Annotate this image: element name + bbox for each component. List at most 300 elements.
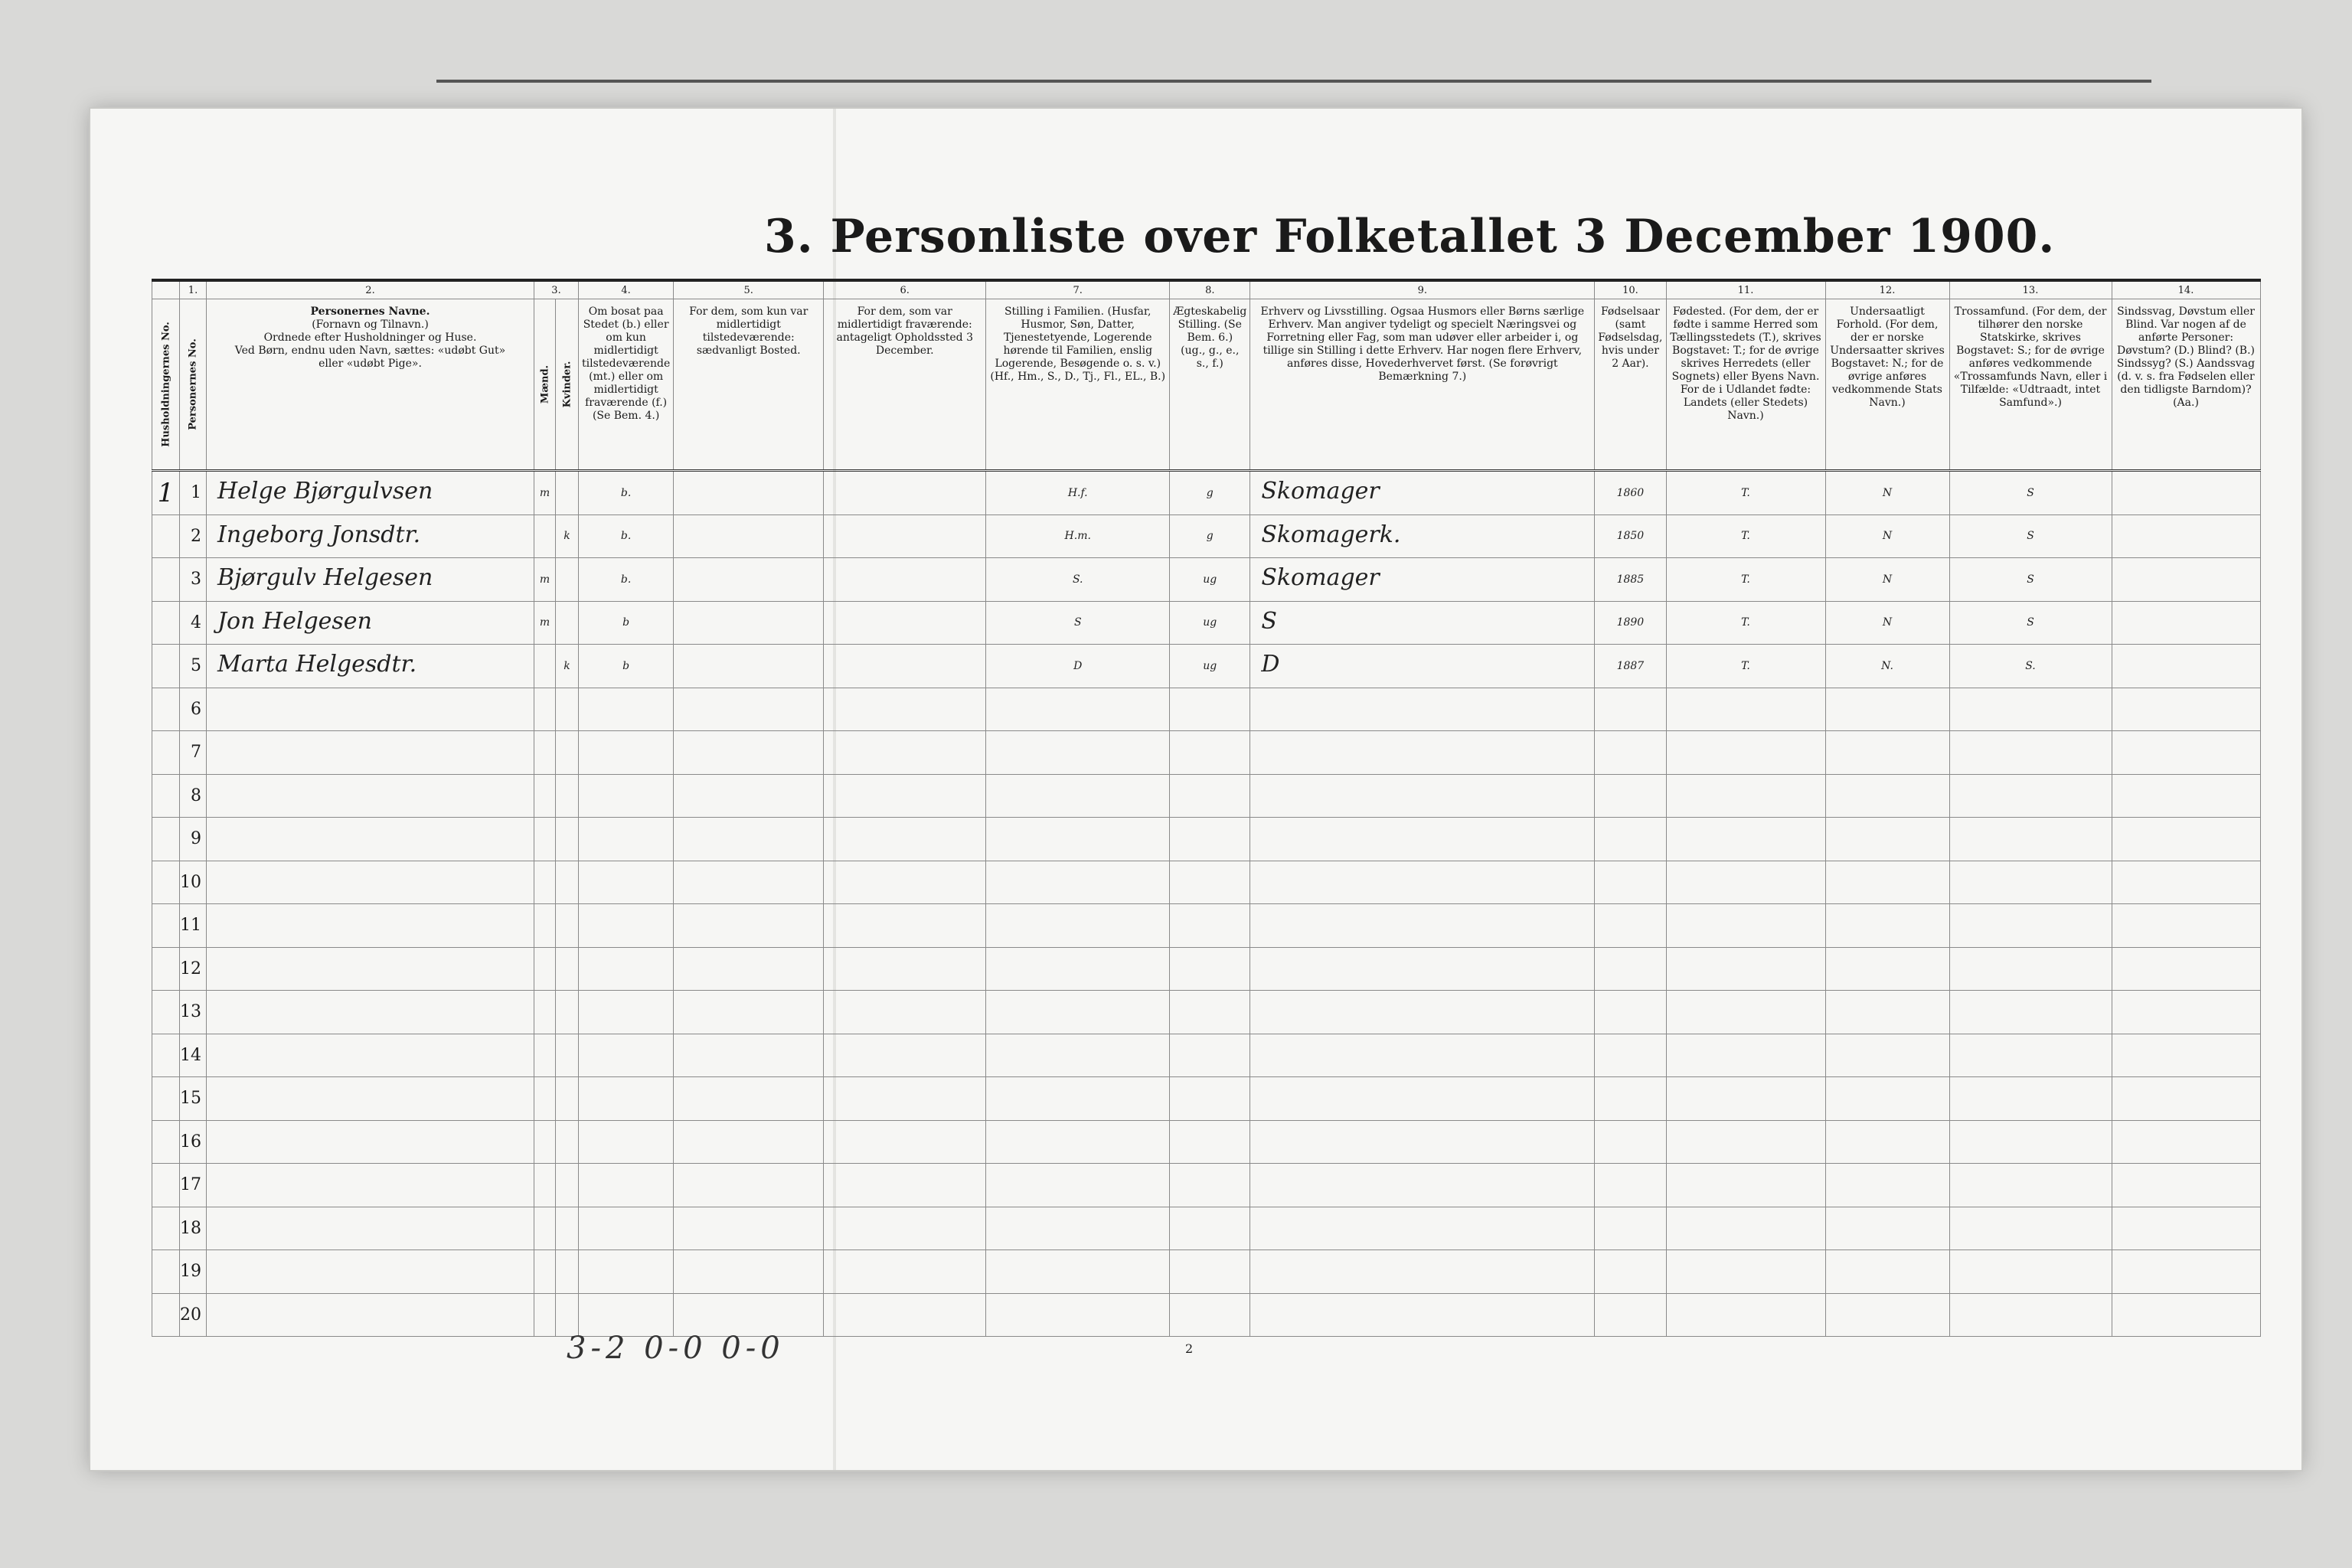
religion-cell — [1949, 688, 2112, 731]
temp-present-cell — [674, 774, 824, 818]
sex-male-cell — [534, 991, 556, 1034]
occupation-cell — [1250, 991, 1595, 1034]
disability-cell — [2112, 774, 2260, 818]
sex-male-cell — [534, 1077, 556, 1121]
colnum-cell: 4. — [579, 280, 674, 299]
birthplace-cell — [1666, 688, 1825, 731]
household-no-cell — [152, 1120, 180, 1164]
sex-female-cell — [556, 731, 579, 775]
table-row — [152, 1250, 2261, 1294]
temp-present-cell — [674, 645, 824, 688]
citizenship-cell — [1825, 1077, 1949, 1121]
birthplace-cell — [1666, 1207, 1825, 1250]
birth-year-cell — [1595, 688, 1666, 731]
disability-cell — [2112, 558, 2260, 602]
family-position-cell — [986, 1077, 1170, 1121]
birth-year-cell — [1595, 1164, 1666, 1207]
name-cell — [207, 904, 534, 948]
religion-cell — [1949, 1207, 2112, 1250]
occupation-cell — [1250, 1250, 1595, 1294]
citizenship-cell — [1825, 818, 1949, 861]
temp-present-cell — [674, 1250, 824, 1294]
household-no-cell — [152, 1293, 180, 1337]
religion-cell — [1949, 1250, 2112, 1294]
disability-cell — [2112, 861, 2260, 904]
birth-year-cell — [1595, 1077, 1666, 1121]
disability-cell — [2112, 1250, 2260, 1294]
name-cell — [207, 601, 534, 645]
temp-absent-cell — [824, 471, 986, 515]
occupation-cell — [1250, 645, 1595, 688]
header-temp-present: For dem, som kun var midlertidigt tilstedeværende: sædvanligt Bosted. — [674, 299, 824, 471]
marital-cell: ug — [1170, 558, 1250, 602]
occupation-cell — [1250, 947, 1595, 991]
occupation-cell — [1250, 601, 1595, 645]
citizenship-cell — [1825, 904, 1949, 948]
sex-female-cell — [556, 471, 579, 515]
temp-absent-cell — [824, 731, 986, 775]
family-position-cell: H.m. — [986, 514, 1170, 558]
disability-cell — [2112, 688, 2260, 731]
sex-male-cell — [534, 861, 556, 904]
citizenship-cell — [1825, 1207, 1949, 1250]
birth-year-cell — [1595, 1207, 1666, 1250]
temp-present-cell — [674, 514, 824, 558]
sex-female-cell — [556, 991, 579, 1034]
marital-cell — [1170, 1034, 1250, 1077]
marital-cell — [1170, 1250, 1250, 1294]
disability-cell — [2112, 1164, 2260, 1207]
page-number: 2 — [1185, 1341, 1194, 1356]
occupation-text: S — [1261, 607, 1277, 635]
occupation-cell — [1250, 818, 1595, 861]
table-row — [152, 947, 2261, 991]
colnum-cell: 11. — [1666, 280, 1825, 299]
person-name: Marta Helgesdtr. — [217, 651, 417, 678]
temp-absent-cell — [824, 818, 986, 861]
sex-female-cell — [556, 558, 579, 602]
sex-male-cell: m — [534, 601, 556, 645]
sex-female-cell — [556, 1250, 579, 1294]
birth-year-cell — [1595, 947, 1666, 991]
family-position-cell — [986, 861, 1170, 904]
temp-present-cell — [674, 861, 824, 904]
person-name: Ingeborg Jonsdtr. — [217, 521, 421, 548]
birthplace-cell: T. — [1666, 645, 1825, 688]
disability-cell — [2112, 947, 2260, 991]
person-no-cell: 6 — [180, 688, 207, 731]
occupation-cell — [1250, 1164, 1595, 1207]
name-cell — [207, 991, 534, 1034]
sex-male-cell — [534, 514, 556, 558]
table-row — [152, 774, 2261, 818]
temp-present-cell — [674, 601, 824, 645]
disability-cell — [2112, 1293, 2260, 1337]
birthplace-cell — [1666, 947, 1825, 991]
family-position-cell — [986, 818, 1170, 861]
sex-male-cell — [534, 1250, 556, 1294]
citizenship-cell: N. — [1825, 645, 1949, 688]
person-no-cell: 12 — [180, 947, 207, 991]
disability-cell — [2112, 1120, 2260, 1164]
marital-cell — [1170, 774, 1250, 818]
birthplace-cell — [1666, 774, 1825, 818]
sex-female-cell — [556, 1207, 579, 1250]
temp-absent-cell — [824, 947, 986, 991]
citizenship-cell — [1825, 1120, 1949, 1164]
name-cell — [207, 1250, 534, 1294]
marital-cell: ug — [1170, 645, 1250, 688]
header-sex-male: Mænd. — [534, 299, 556, 471]
household-no-cell — [152, 1164, 180, 1207]
birthplace-cell — [1666, 1077, 1825, 1121]
household-no-cell — [152, 991, 180, 1034]
citizenship-cell: N — [1825, 558, 1949, 602]
table-row — [152, 991, 2261, 1034]
marital-cell: g — [1170, 514, 1250, 558]
column-number-row — [152, 280, 2261, 299]
family-position-cell — [986, 688, 1170, 731]
disability-cell — [2112, 471, 2260, 515]
birthplace-cell — [1666, 1250, 1825, 1294]
sex-female-cell — [556, 688, 579, 731]
birthplace-cell — [1666, 818, 1825, 861]
temp-present-cell — [674, 1077, 824, 1121]
header-temp-absent: For dem, som var midlertidigt fraværende: antageligt Opholdssted 3 December. — [824, 299, 986, 471]
temp-absent-cell — [824, 558, 986, 602]
table-row — [152, 471, 2261, 515]
sex-male-cell — [534, 1164, 556, 1207]
religion-cell — [1949, 904, 2112, 948]
sex-male-cell — [534, 818, 556, 861]
religion-cell: S — [1949, 558, 2112, 602]
birth-year-cell: 1890 — [1595, 601, 1666, 645]
birth-year-cell — [1595, 861, 1666, 904]
sex-male-cell: m — [534, 471, 556, 515]
sex-male-cell — [534, 1120, 556, 1164]
disability-cell — [2112, 904, 2260, 948]
header-birthplace: Fødested. (For dem, der er fødte i samme Herred som Tællingsstedets (T.), skrives Bogstavet: T.; for de øvrige skrives Herredets (eller Sognets) eller Byens Navn. For de i Udlandet fødte: Landets (eller Stedets) Navn.) — [1666, 299, 1825, 471]
birth-year-cell — [1595, 991, 1666, 1034]
temp-present-cell — [674, 904, 824, 948]
marital-cell — [1170, 818, 1250, 861]
colnum-cell: 6. — [824, 280, 986, 299]
census-sheet — [90, 109, 2301, 1470]
birthplace-cell: T. — [1666, 558, 1825, 602]
marital-cell — [1170, 1293, 1250, 1337]
family-position-cell — [986, 1250, 1170, 1294]
birthplace-cell: T. — [1666, 514, 1825, 558]
religion-cell: S — [1949, 601, 2112, 645]
family-position-cell — [986, 731, 1170, 775]
citizenship-cell — [1825, 1034, 1949, 1077]
birthplace-cell — [1666, 1034, 1825, 1077]
table-row — [152, 688, 2261, 731]
residence-cell — [579, 1120, 674, 1164]
sex-female-cell — [556, 1034, 579, 1077]
family-position-cell: H.f. — [986, 471, 1170, 515]
household-no-cell — [152, 774, 180, 818]
name-cell — [207, 818, 534, 861]
sex-female-cell — [556, 904, 579, 948]
temp-present-cell — [674, 1034, 824, 1077]
marital-cell — [1170, 731, 1250, 775]
birthplace-cell: T. — [1666, 601, 1825, 645]
temp-present-cell — [674, 947, 824, 991]
disability-cell — [2112, 818, 2260, 861]
occupation-text: Skomager — [1261, 564, 1380, 591]
marital-cell — [1170, 1207, 1250, 1250]
household-no-cell — [152, 601, 180, 645]
occupation-cell — [1250, 1034, 1595, 1077]
person-no-cell: 20 — [180, 1293, 207, 1337]
occupation-cell — [1250, 861, 1595, 904]
header-names: Personernes Navne. (Fornavn og Tilnavn.) Ordnede efter Husholdninger og Huse. Ved Børn, endnu uden Navn, sættes: «udøbt Gut» eller «udøbt Pige». — [207, 299, 534, 471]
sex-female-cell — [556, 601, 579, 645]
temp-absent-cell — [824, 601, 986, 645]
sex-male-cell: m — [534, 558, 556, 602]
marital-cell — [1170, 1077, 1250, 1121]
family-position-cell — [986, 1164, 1170, 1207]
family-position-cell — [986, 904, 1170, 948]
colnum-cell: 9. — [1250, 280, 1595, 299]
temp-absent-cell — [824, 1164, 986, 1207]
name-cell — [207, 688, 534, 731]
sex-male-cell — [534, 774, 556, 818]
sex-male-cell — [534, 645, 556, 688]
name-cell — [207, 1164, 534, 1207]
header-birth-year: Fødselsaar (samt Fødselsdag, hvis under 2 Aar). — [1595, 299, 1666, 471]
person-no-cell: 2 — [180, 514, 207, 558]
temp-present-cell — [674, 1120, 824, 1164]
family-position-cell — [986, 1120, 1170, 1164]
colnum-cell: 12. — [1825, 280, 1949, 299]
sex-female-cell — [556, 1164, 579, 1207]
name-cell — [207, 1207, 534, 1250]
name-cell — [207, 774, 534, 818]
table-body — [152, 471, 2261, 1337]
occupation-cell — [1250, 1120, 1595, 1164]
person-no-cell: 8 — [180, 774, 207, 818]
sex-female-cell — [556, 947, 579, 991]
table-row — [152, 818, 2261, 861]
person-no-cell: 16 — [180, 1120, 207, 1164]
temp-present-cell — [674, 1164, 824, 1207]
household-no-cell — [152, 1250, 180, 1294]
birthplace-cell — [1666, 1120, 1825, 1164]
header-residence: Om bosat paa Stedet (b.) eller om kun midlertidigt tilstedeværende (mt.) eller om midlertidigt fraværende (f.) (Se Bem. 4.) — [579, 299, 674, 471]
household-no-cell — [152, 688, 180, 731]
temp-absent-cell — [824, 1120, 986, 1164]
sex-male-cell — [534, 731, 556, 775]
religion-cell — [1949, 1077, 2112, 1121]
person-no-cell: 9 — [180, 818, 207, 861]
person-name: Bjørgulv Helgesen — [217, 564, 433, 591]
religion-cell — [1949, 1164, 2112, 1207]
citizenship-cell — [1825, 1250, 1949, 1294]
occupation-text: D — [1261, 651, 1280, 678]
name-cell — [207, 861, 534, 904]
religion-cell: S — [1949, 471, 2112, 515]
residence-cell — [579, 774, 674, 818]
citizenship-cell: N — [1825, 471, 1949, 515]
marital-cell — [1170, 688, 1250, 731]
citizenship-cell — [1825, 991, 1949, 1034]
sex-male-cell — [534, 1207, 556, 1250]
citizenship-cell — [1825, 731, 1949, 775]
disability-cell — [2112, 1034, 2260, 1077]
person-no-cell: 3 — [180, 558, 207, 602]
name-cell — [207, 731, 534, 775]
residence-cell: b — [579, 645, 674, 688]
household-no-cell — [152, 1077, 180, 1121]
residence-cell — [579, 688, 674, 731]
sex-female-cell — [556, 1120, 579, 1164]
colnum-cell: 10. — [1595, 280, 1666, 299]
disability-cell — [2112, 1207, 2260, 1250]
name-cell — [207, 471, 534, 515]
religion-cell — [1949, 731, 2112, 775]
temp-absent-cell — [824, 514, 986, 558]
marital-cell: ug — [1170, 601, 1250, 645]
person-name: Helge Bjørgulvsen — [217, 478, 433, 505]
colnum-cell — [152, 280, 180, 299]
temp-absent-cell — [824, 991, 986, 1034]
household-no-cell — [152, 904, 180, 948]
marital-cell — [1170, 991, 1250, 1034]
person-no-cell: 13 — [180, 991, 207, 1034]
temp-absent-cell — [824, 688, 986, 731]
name-cell — [207, 947, 534, 991]
name-cell — [207, 645, 534, 688]
person-no-cell: 4 — [180, 601, 207, 645]
temp-present-cell — [674, 471, 824, 515]
colnum-cell: 3. — [534, 280, 579, 299]
temp-absent-cell — [824, 774, 986, 818]
occupation-cell — [1250, 1077, 1595, 1121]
census-table-wrapper — [152, 279, 2261, 1337]
sex-female-cell: k — [556, 645, 579, 688]
birth-year-cell — [1595, 1293, 1666, 1337]
page-title: 3. Personliste over Folketallet 3 December 1900. — [764, 210, 2056, 263]
table-row — [152, 1120, 2261, 1164]
sex-male-cell — [534, 904, 556, 948]
table-row — [152, 1293, 2261, 1337]
person-no-cell: 17 — [180, 1164, 207, 1207]
family-position-cell: S — [986, 601, 1170, 645]
disability-cell — [2112, 1077, 2260, 1121]
citizenship-cell — [1825, 1164, 1949, 1207]
birth-year-cell — [1595, 904, 1666, 948]
header-disability: Sindssvag, Døvstum eller Blind. Var nogen af de anførte Personer: Døvstum? (D.) Blind? (B.) Sindssyg? (S.) Aandssvag (d. v. s. fra Fødselen eller den tidligste Barndom)? (Aa.) — [2112, 299, 2260, 471]
occupation-cell — [1250, 1207, 1595, 1250]
birth-year-cell: 1887 — [1595, 645, 1666, 688]
header-occupation: Erhverv og Livsstilling. Ogsaa Husmors eller Børns særlige Erhverv. Man angiver tydeligt og specielt Næringsvei og Forretning eller Fag, som man udøver eller arbeider i, og tillige sin Stilling i dette Erhverv. Har nogen flere Erhverv, anføres disse, Hovederhvervet først. (Se forøvrigt Bemærkning 7.) — [1250, 299, 1595, 471]
birth-year-cell: 1860 — [1595, 471, 1666, 515]
religion-cell — [1949, 1293, 2112, 1337]
temp-present-cell — [674, 991, 824, 1034]
birthplace-cell — [1666, 731, 1825, 775]
name-cell — [207, 1293, 534, 1337]
citizenship-cell — [1825, 1293, 1949, 1337]
marital-cell — [1170, 1164, 1250, 1207]
residence-cell — [579, 731, 674, 775]
religion-cell — [1949, 1120, 2112, 1164]
table-row — [152, 1164, 2261, 1207]
birth-year-cell: 1885 — [1595, 558, 1666, 602]
birthplace-cell — [1666, 1293, 1825, 1337]
person-no-cell: 19 — [180, 1250, 207, 1294]
disability-cell — [2112, 731, 2260, 775]
residence-cell — [579, 1207, 674, 1250]
person-no-cell: 7 — [180, 731, 207, 775]
temp-present-cell — [674, 558, 824, 602]
header-citizenship: Undersaatligt Forhold. (For dem, der er norske Undersaatter skrives Bogstavet: N.; for de øvrige anføres vedkommende Stats Navn.) — [1825, 299, 1949, 471]
residence-cell: b. — [579, 514, 674, 558]
household-no-cell — [152, 558, 180, 602]
sex-female-cell: k — [556, 514, 579, 558]
birth-year-cell — [1595, 1250, 1666, 1294]
temp-absent-cell — [824, 1250, 986, 1294]
marital-cell: g — [1170, 471, 1250, 515]
family-position-cell — [986, 1034, 1170, 1077]
family-position-cell: S. — [986, 558, 1170, 602]
person-no-cell: 18 — [180, 1207, 207, 1250]
family-position-cell — [986, 774, 1170, 818]
birth-year-cell — [1595, 774, 1666, 818]
name-cell — [207, 1077, 534, 1121]
family-position-cell — [986, 991, 1170, 1034]
birth-year-cell — [1595, 731, 1666, 775]
sex-female-cell — [556, 774, 579, 818]
residence-cell — [579, 947, 674, 991]
table-row — [152, 1207, 2261, 1250]
birthplace-cell — [1666, 904, 1825, 948]
disability-cell — [2112, 601, 2260, 645]
name-cell — [207, 1034, 534, 1077]
birthplace-cell — [1666, 991, 1825, 1034]
family-position-cell — [986, 1207, 1170, 1250]
sex-female-cell — [556, 1077, 579, 1121]
religion-cell — [1949, 861, 2112, 904]
temp-absent-cell — [824, 861, 986, 904]
person-no-cell: 1 — [180, 471, 207, 515]
marital-cell — [1170, 1120, 1250, 1164]
table-row — [152, 731, 2261, 775]
temp-absent-cell — [824, 904, 986, 948]
person-no-cell: 10 — [180, 861, 207, 904]
residence-cell — [579, 1250, 674, 1294]
top-rule — [436, 80, 2151, 83]
colnum-cell: 14. — [2112, 280, 2260, 299]
household-no-cell — [152, 1034, 180, 1077]
residence-cell — [579, 1164, 674, 1207]
temp-present-cell — [674, 1207, 824, 1250]
religion-cell — [1949, 947, 2112, 991]
sex-male-cell — [534, 1034, 556, 1077]
sex-male-cell — [534, 947, 556, 991]
occupation-cell — [1250, 514, 1595, 558]
sex-female-cell — [556, 861, 579, 904]
occupation-cell — [1250, 1293, 1595, 1337]
religion-cell — [1949, 818, 2112, 861]
table-row — [152, 1077, 2261, 1121]
colnum-cell: 2. — [207, 280, 534, 299]
household-no-cell — [152, 861, 180, 904]
disability-cell — [2112, 645, 2260, 688]
header-family-position: Stilling i Familien. (Husfar, Husmor, Søn, Datter, Tjenestetyende, Logerende hørende til Familien, enslig Logerende, Besøgende o. s. v.) (Hf., Hm., S., D., Tj., Fl., EL., B.) — [986, 299, 1170, 471]
birthplace-cell: T. — [1666, 471, 1825, 515]
